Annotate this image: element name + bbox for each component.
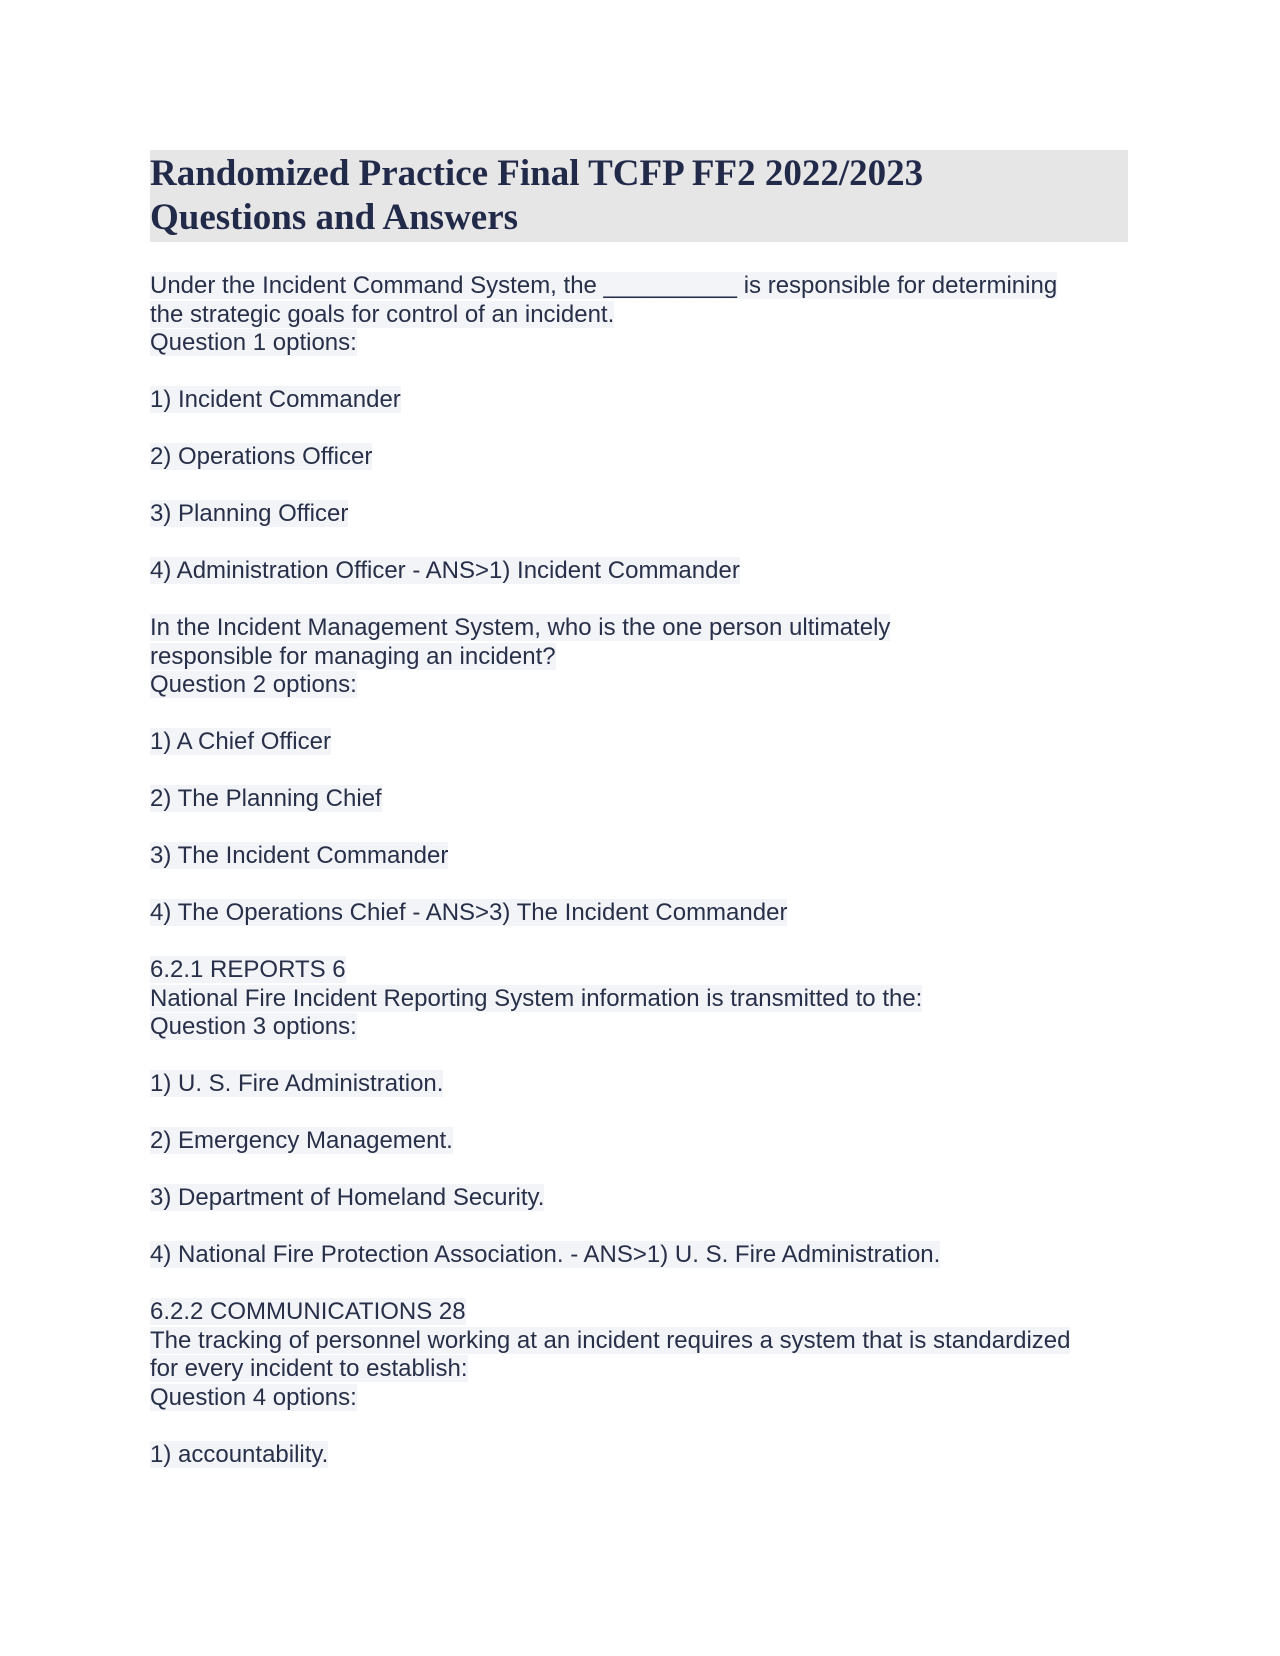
question-block-3 xyxy=(150,956,1128,1298)
options-label: Question 4 options: xyxy=(150,1383,357,1411)
option-item: 2) Operations Officer xyxy=(150,443,373,470)
option-item: 2) The Planning Chief xyxy=(150,785,382,812)
title-line-2: Questions and Answers xyxy=(150,197,519,238)
document-page xyxy=(150,150,1128,1469)
option-item: 2) Emergency Management. xyxy=(150,1127,453,1154)
options-label: Question 3 options: xyxy=(150,1013,357,1040)
question-block-4 xyxy=(150,1298,1128,1469)
section-heading: 6.2.2 COMMUNICATIONS 28 xyxy=(150,1298,466,1325)
question-stem: The tracking of personnel working at an incident requires a system that is standardized xyxy=(150,1326,1071,1354)
option-item: 3) Department of Homeland Security. xyxy=(150,1184,545,1211)
question-stem: National Fire Incident Reporting System information is transmitted to the: xyxy=(150,984,923,1012)
question-stem: In the Incident Management System, who is the one person ultimately xyxy=(150,614,891,641)
title-line-1: Randomized Practice Final TCFP FF2 2022/2023 xyxy=(150,153,924,194)
options-label: Question 1 options: xyxy=(150,329,357,356)
document-title xyxy=(150,150,1128,242)
question-stem: the strategic goals for control of an incident. xyxy=(150,300,615,328)
option-answer: 4) The Operations Chief - ANS>3) The Incident Commander xyxy=(150,899,788,926)
option-item: 1) Incident Commander xyxy=(150,386,401,413)
option-item: 3) Planning Officer xyxy=(150,500,349,527)
option-item: 3) The Incident Commander xyxy=(150,842,449,869)
options-label: Question 2 options: xyxy=(150,671,357,698)
question-block-2 xyxy=(150,614,1128,956)
section-heading: 6.2.1 REPORTS 6 xyxy=(150,956,346,983)
question-stem: for every incident to establish: xyxy=(150,1355,468,1382)
option-item: 1) accountability. xyxy=(150,1440,329,1468)
question-block-1 xyxy=(150,272,1128,614)
question-stem: responsible for managing an incident? xyxy=(150,642,556,670)
question-stem: Under the Incident Command System, the __________ is responsible for determining xyxy=(150,272,1058,299)
option-answer: 4) Administration Officer - ANS>1) Incident Commander xyxy=(150,557,740,584)
option-item: 1) A Chief Officer xyxy=(150,728,331,755)
option-answer: 4) National Fire Protection Association. - ANS>1) U. S. Fire Administration. xyxy=(150,1241,941,1268)
option-item: 1) U. S. Fire Administration. xyxy=(150,1070,444,1097)
